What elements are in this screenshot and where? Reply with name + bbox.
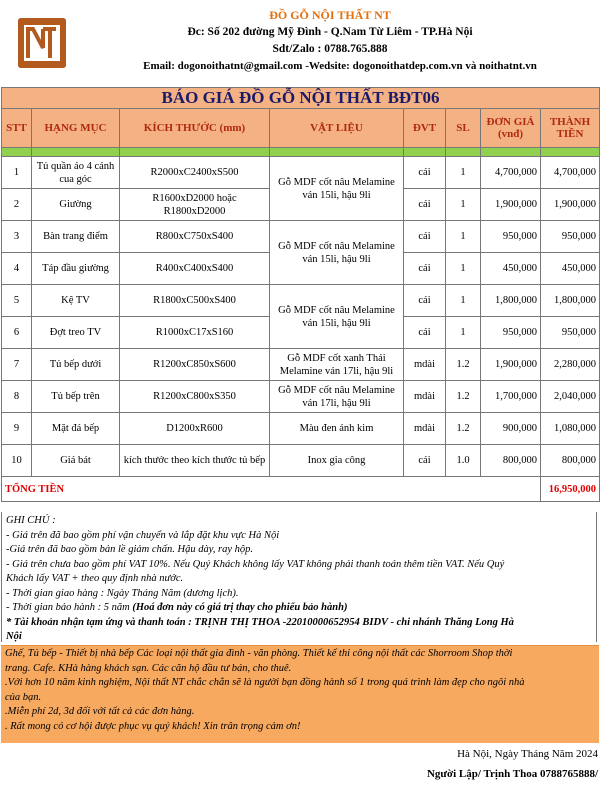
cell-size: kích thước theo kích thước tủ bếp bbox=[120, 445, 270, 477]
table-row bbox=[2, 349, 600, 381]
cell-unit: cái bbox=[404, 157, 446, 189]
total-row bbox=[2, 477, 600, 502]
note-line: Khách lấy VAT + theo quy định nhà nước. bbox=[6, 573, 184, 584]
promo-line: trang. Cafe. KHà hàng khách sạn. Các căn hộ đầu tư bán, cho thuê. bbox=[5, 662, 292, 674]
cell-item: Tủ bếp dưới bbox=[32, 349, 120, 381]
cell-qty: 1 bbox=[446, 157, 481, 189]
cell-item: Tủ quần áo 4 cánh cua góc bbox=[32, 157, 120, 189]
cell-stt: 7 bbox=[2, 349, 32, 381]
promo-line: Ghế, Tủ bếp - Thiết bị nhà bếp Các loại nội thất gia đình - văn phòng. Thiết kế thi công nội thất các Shorroom Shop thời bbox=[5, 648, 513, 659]
cell-qty: 1 bbox=[446, 253, 481, 285]
cell-price: 4,700,000 bbox=[481, 157, 541, 189]
col-header-amount: THÀNH TIỀN bbox=[541, 109, 600, 148]
cell-size: R1000xC17xS160 bbox=[120, 317, 270, 349]
cell-amount: 950,000 bbox=[541, 221, 600, 253]
table-row bbox=[2, 413, 600, 445]
promo-line: . Rất mong có cơ hội được phục vụ quý khách! Xin trân trọng cảm ơn! bbox=[5, 720, 301, 732]
note-line: - Giá trên đã bao gồm phí vận chuyển và lắp đặt khu vực Hà Nội bbox=[6, 529, 280, 541]
table-row bbox=[2, 157, 600, 189]
cell-amount: 800,000 bbox=[541, 445, 600, 477]
cell-stt: 9 bbox=[2, 413, 32, 445]
cell-price: 900,000 bbox=[481, 413, 541, 445]
quote-table bbox=[1, 87, 600, 502]
cell-amount: 2,280,000 bbox=[541, 349, 600, 381]
cell-material: Inox gia công bbox=[270, 445, 404, 477]
table-row bbox=[2, 381, 600, 413]
table-title: BÁO GIÁ ĐỒ GỖ NỘI THẤT BĐT06 bbox=[2, 88, 600, 109]
cell-unit: mdài bbox=[404, 413, 446, 445]
col-header-qty: SL bbox=[446, 109, 481, 148]
cell-unit: cái bbox=[404, 189, 446, 221]
promo-section bbox=[1, 645, 599, 743]
cell-material: Gỗ MDF cốt nâu Melamine ván 17li, hậu 9li bbox=[270, 381, 404, 413]
cell-unit: mdài bbox=[404, 381, 446, 413]
signer: Người Lập/ Trịnh Thoa 0788765888/ bbox=[426, 768, 598, 780]
col-header-material: VẬT LIỆU bbox=[270, 109, 404, 148]
cell-size: R800xC750xS400 bbox=[120, 221, 270, 253]
cell-item: Giá bát bbox=[32, 445, 120, 477]
cell-amount: 2,040,000 bbox=[541, 381, 600, 413]
cell-unit: cái bbox=[404, 317, 446, 349]
cell-price: 950,000 bbox=[481, 221, 541, 253]
company-email-website: Email: dogonoithatnt@gmail.com -Wedsite: dogonoithatdep.com.vn và noithatnt.vn bbox=[143, 60, 537, 72]
notes-title: GHI CHÚ : bbox=[6, 515, 56, 526]
company-name: ĐỒ GỖ NỘI THẤT NT bbox=[269, 8, 391, 22]
cell-qty: 1.2 bbox=[446, 413, 481, 445]
bank-account-line: * Tài khoản nhận tạm ứng và thanh toán : TRỊNH THỊ THOA -22010000652954 BIDV - chi nhánh Thăng Long Hà bbox=[6, 616, 514, 628]
cell-price: 950,000 bbox=[481, 317, 541, 349]
table-row bbox=[2, 445, 600, 477]
cell-item: Tủ bếp trên bbox=[32, 381, 120, 413]
cell-stt: 8 bbox=[2, 381, 32, 413]
cell-material: Gỗ MDF cốt xanh Thái Melamine ván 17li, hậu 9li bbox=[270, 349, 404, 381]
cell-unit: cái bbox=[404, 445, 446, 477]
cell-unit: cái bbox=[404, 285, 446, 317]
table-header-row bbox=[2, 109, 600, 148]
cell-price: 1,900,000 bbox=[481, 349, 541, 381]
col-header-size: KÍCH THƯỚC (mm) bbox=[120, 109, 270, 148]
table-row bbox=[2, 221, 600, 253]
cell-stt: 6 bbox=[2, 317, 32, 349]
cell-stt: 3 bbox=[2, 221, 32, 253]
cell-material: Gỗ MDF cốt nâu Melamine ván 15li, hậu 9li bbox=[270, 285, 404, 349]
cell-material: Màu đen ánh kim bbox=[270, 413, 404, 445]
company-phone: Sdt/Zalo : 0788.765.888 bbox=[272, 43, 388, 55]
cell-stt: 4 bbox=[2, 253, 32, 285]
total-label: TỔNG TIỀN bbox=[2, 477, 541, 502]
promo-line: của bạn. bbox=[5, 691, 42, 703]
cell-material: Gỗ MDF cốt nâu Melamine ván 15li, hậu 9li bbox=[270, 221, 404, 285]
notes-section bbox=[1, 512, 597, 642]
cell-stt: 2 bbox=[2, 189, 32, 221]
cell-amount: 4,700,000 bbox=[541, 157, 600, 189]
warranty-note: (Hoá đơn này có giá trị thay cho phiếu bảo hành) bbox=[132, 602, 348, 613]
issue-date: Hà Nội, Ngày Tháng Năm 2024 bbox=[457, 748, 598, 760]
col-header-unit: ĐVT bbox=[404, 109, 446, 148]
cell-size: R1200xC800xS350 bbox=[120, 381, 270, 413]
letterhead bbox=[0, 0, 600, 86]
cell-item: Bàn trang điểm bbox=[32, 221, 120, 253]
cell-qty: 1.2 bbox=[446, 381, 481, 413]
promo-line: .Miễn phí 2d, 3d đối với tất cả các đơn hàng. bbox=[5, 706, 195, 718]
cell-qty: 1 bbox=[446, 317, 481, 349]
cell-amount: 1,900,000 bbox=[541, 189, 600, 221]
cell-item: Táp đầu giường bbox=[32, 253, 120, 285]
cell-item: Mặt đá bếp bbox=[32, 413, 120, 445]
cell-price: 1,800,000 bbox=[481, 285, 541, 317]
cell-amount: 1,080,000 bbox=[541, 413, 600, 445]
cell-stt: 1 bbox=[2, 157, 32, 189]
note-line: -Giá trên đã bao gồm bản lề giảm chấn. Hậu dày, ray hộp. bbox=[6, 544, 254, 555]
cell-item: Giường bbox=[32, 189, 120, 221]
cell-qty: 1 bbox=[446, 189, 481, 221]
cell-size: R1600xD2000 hoặc R1800xD2000 bbox=[120, 189, 270, 221]
note-line bbox=[6, 601, 592, 616]
table-row bbox=[2, 285, 600, 317]
cell-amount: 1,800,000 bbox=[541, 285, 600, 317]
cell-qty: 1 bbox=[446, 221, 481, 253]
promo-line: .Với hơn 10 năm kinh nghiệm, Nội thất NT chắc chắn sẽ là người bạn đồng hành số 1 trong quá trình làm đẹp cho ngôi nhà bbox=[5, 677, 525, 689]
cell-stt: 10 bbox=[2, 445, 32, 477]
bank-account-line-cont: Nội bbox=[6, 631, 22, 642]
cell-item: Kệ TV bbox=[32, 285, 120, 317]
cell-unit: cái bbox=[404, 253, 446, 285]
col-header-item: HẠNG MỤC bbox=[32, 109, 120, 148]
note-line: - Thời gian giao hàng : Ngày Tháng Năm (dương lịch). bbox=[6, 587, 239, 599]
cell-size: R2000xC2400xS500 bbox=[120, 157, 270, 189]
cell-item: Đợt treo TV bbox=[32, 317, 120, 349]
warranty-text: - Thời gian bảo hành : 5 năm bbox=[6, 602, 133, 613]
cell-price: 450,000 bbox=[481, 253, 541, 285]
cell-price: 1,900,000 bbox=[481, 189, 541, 221]
total-amount: 16,950,000 bbox=[541, 477, 600, 502]
note-line: - Giá trên chưa bao gồm phí VAT 10%. Nếu Quý Khách không lấy VAT không phải thanh toán thêm tiền VAT. Nếu Quý bbox=[6, 558, 505, 570]
col-header-price: ĐƠN GIÁ (vnđ) bbox=[481, 109, 541, 148]
cell-size: D1200xR600 bbox=[120, 413, 270, 445]
table-title-row bbox=[2, 88, 600, 109]
cell-material: Gỗ MDF cốt nâu Melamine ván 15li, hậu 9li bbox=[270, 157, 404, 221]
cell-stt: 5 bbox=[2, 285, 32, 317]
col-header-stt: STT bbox=[2, 109, 32, 148]
cell-unit: cái bbox=[404, 221, 446, 253]
cell-amount: 950,000 bbox=[541, 317, 600, 349]
cell-size: R1200xC850xS600 bbox=[120, 349, 270, 381]
header-separator-band bbox=[2, 148, 600, 157]
footer bbox=[0, 745, 600, 786]
cell-size: R1800xC500xS400 bbox=[120, 285, 270, 317]
cell-qty: 1 bbox=[446, 285, 481, 317]
cell-price: 1,700,000 bbox=[481, 381, 541, 413]
cell-qty: 1.0 bbox=[446, 445, 481, 477]
cell-amount: 450,000 bbox=[541, 253, 600, 285]
cell-price: 800,000 bbox=[481, 445, 541, 477]
cell-size: R400xC400xS400 bbox=[120, 253, 270, 285]
cell-qty: 1.2 bbox=[446, 349, 481, 381]
cell-unit: mdài bbox=[404, 349, 446, 381]
company-address: Đc: Số 202 đường Mỹ Đình - Q.Nam Từ Liêm - TP.Hà Nội bbox=[187, 26, 473, 38]
